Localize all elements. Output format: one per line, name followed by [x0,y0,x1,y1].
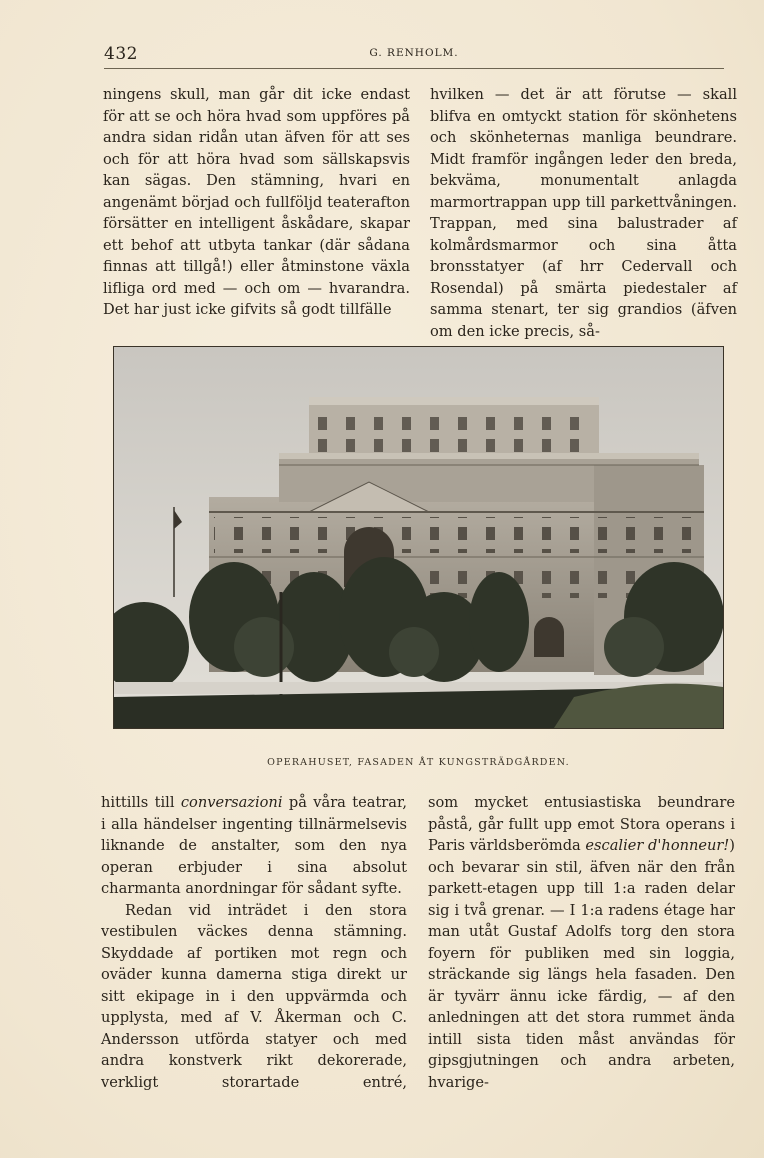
paragraph [101,792,407,900]
page-header [104,44,724,69]
paragraph: Redan vid inträdet i den stora vestibulen väckes denna stämning. Skyddade af portiken mot regn och oväder kunna damerna stiga direkt ur sitt ekipage in i den uppvärmda och upplysta, med af V. Åkerman och C. Andersson utförda statyer och med andra konstverk rikt dekorerade, verkligt storartade entré, [101,901,407,1091]
text-run: hittills till [101,794,181,811]
italic-term: conversazioni [180,794,283,811]
text-column-bottom-right [428,792,735,1093]
text-run: som mycket entusiastiska beundrare påstå, går fullt upp emot Stora operans i Paris världsberömda [428,794,735,854]
text-column-top-right: hvilken — det är att förutse — skall blifva en omtyckt station för skönhetens och skönheternas manliga beundrare. Midt framför ingången leder den breda, bekväma, monumentalt anlagda marmortrappan upp till parkettvåningen. Trappan, med sina balustrader af kolmårdsmarmor och sina åtta bronsstatyer (af hrr Cedervall och Rosendal) på smärta piedestaler af samma stenart, ter sig grandios (äfven om den icke precis, så- [430,86,737,340]
page-number: 432 [104,44,138,64]
running-head: G. RENHOLM. [369,47,459,59]
opera-house-illustration [114,347,723,728]
text-run: ) och bevarar sin stil, äfven när den från parkett-etagen upp till 1:a raden delar sig i två grenar. — I 1:a radens étage har man utåt Gustaf Adolfs torg den stora foyern för publiken med sin loggia, sträckande sig längs hela fasaden. Den är tyvärr ännu icke färdig, — af den anledningen att det stora rummet ända intill sista tiden måst användas för gipsgjutningen och andra arbeten, hvarige- [428,837,735,1091]
text-column-bottom-left [101,792,407,1093]
italic-term: escalier d'honneur! [585,837,730,854]
opera-house-photograph [113,346,724,729]
text-run: på våra teatrar, i alla händelser ingenting tillnärmelsevis liknande de anstalter, som den nya operan erbjuder i sina absolut charmanta anordningar för sådant syfte. [101,794,407,897]
figure-caption: OPERAHUSET, FASADEN ÅT KUNGSTRÄDGÅRDEN. [267,757,570,768]
text-column-top-left: ningens skull, man går dit icke endast för att se och höra hvad som uppföres på andra sidan ridån utan äfven för att ses och för att höra hvad som sällskapsvis kan sägas. Den stämning, hvari en angenämt börjad och fullföljd teaterafton försätter en intelligent åskådare, skapar ett behof att utbyta tankar (där sådana finnas att tillgå!) eller åtminstone växla lifliga ord med — och om — hvarandra. Det har just icke gifvits så godt tillfälle [103,86,410,318]
